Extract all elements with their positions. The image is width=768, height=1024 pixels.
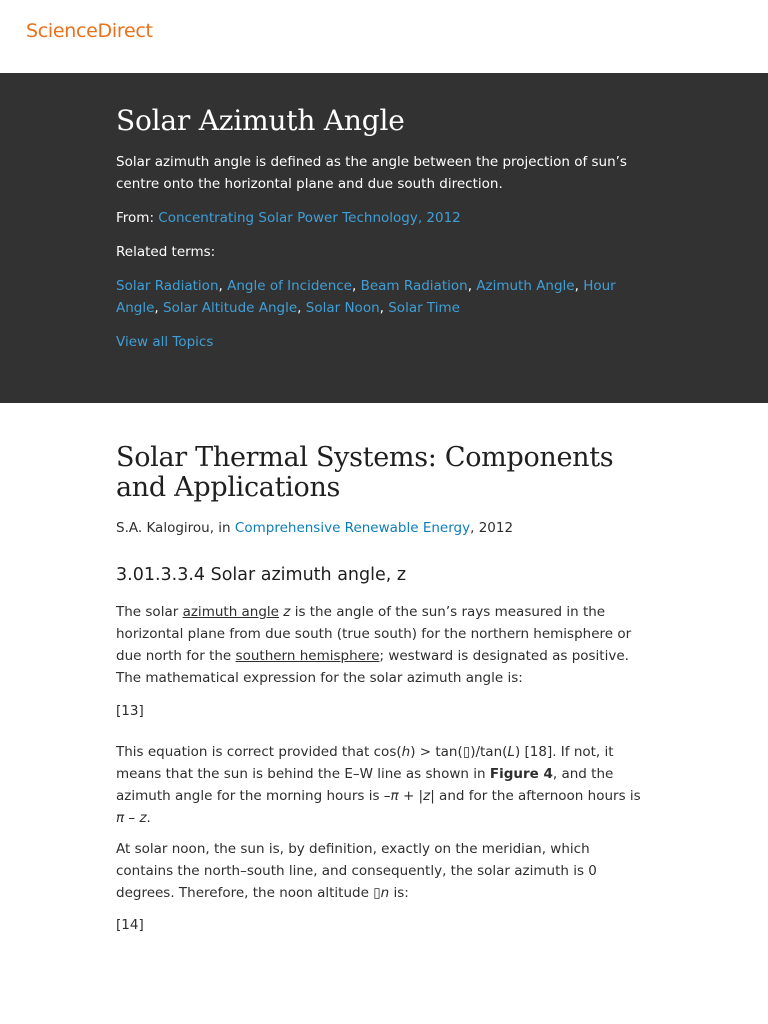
text: , and the azimuth angle for the morning hours is (116, 766, 614, 804)
equation-14: [14] (116, 917, 144, 933)
topic-panel (0, 73, 768, 403)
text: is the angle of the sun’s rays measured in the horizontal plane from due south (true south) for the northern hemisphere or due north for the (116, 604, 632, 664)
text: The solar (116, 604, 179, 620)
related-term-link[interactable]: Hour Angle (116, 278, 616, 316)
southern-hemisphere-link[interactable]: southern hemisphere (235, 648, 380, 664)
related-term-link[interactable]: Azimuth Angle (476, 278, 575, 294)
article-title[interactable]: Solar Thermal Systems: Components and Applications (116, 442, 614, 503)
formula-afternoon: π – z (116, 810, 147, 826)
text: ; westward is designated as positive. The mathematical expression for the solar azimuth angle is: (116, 648, 629, 686)
article-byline (116, 518, 646, 538)
azimuth-angle-link[interactable]: azimuth angle (182, 604, 279, 620)
related-term-link[interactable]: Solar Altitude Angle (163, 300, 298, 316)
variable-h: h (401, 744, 411, 760)
variable-z: z (283, 604, 291, 620)
topic-source (116, 207, 646, 229)
year: , 2012 (470, 520, 514, 536)
text: . (146, 810, 151, 826)
related-term-link[interactable]: Solar Radiation (116, 278, 219, 294)
related-term-link[interactable]: Angle of Incidence (227, 278, 352, 294)
top-bar (0, 0, 768, 73)
sciencedirect-logo[interactable]: ScienceDirect (26, 20, 153, 42)
equation-13: [13] (116, 703, 144, 719)
source-link[interactable]: Concentrating Solar Power Technology, 2012 (158, 210, 461, 226)
article-excerpt (0, 403, 646, 936)
text: At solar noon, the sun is, by definition, exactly on the meridian, which contains the north–south line, and consequently, the solar azimuth is 0 degrees. Therefore, the noon altitude (116, 841, 597, 901)
topic-title: Solar Azimuth Angle (116, 104, 405, 137)
paragraph-2 (116, 741, 646, 829)
related-term-link[interactable]: Beam Radiation (360, 278, 468, 294)
missing-glyph: ▯ (462, 744, 471, 760)
paragraph-3 (116, 838, 646, 904)
from-label: From: (116, 210, 154, 226)
formula-morning: –π + |z| (383, 788, 435, 804)
text: ) > tan( (410, 744, 463, 760)
view-all-topics-link[interactable]: View all Topics (116, 334, 214, 350)
related-terms-list: Solar Radiation, Angle of Incidence, Beam Radiation, Azimuth Angle, Hour Angle, Solar Altitude Angle, Solar Noon, Solar Time (116, 278, 616, 316)
topic-definition: Solar azimuth angle is defined as the angle between the projection of sun’s centre onto the horizontal plane and due south direction. (116, 154, 627, 192)
related-term-link[interactable]: Solar Time (388, 300, 460, 316)
text: )/tan( (470, 744, 508, 760)
author: S.A. Kalogirou, in (116, 520, 231, 536)
text: and for the afternoon hours is (439, 788, 641, 804)
source-book-link[interactable]: Comprehensive Renewable Energy (234, 520, 471, 536)
variable-L: L (507, 744, 515, 760)
figure-4-ref[interactable]: Figure 4 (489, 766, 553, 782)
related-terms-label: Related terms: (116, 244, 216, 260)
text: This equation is correct provided that cos( (116, 744, 402, 760)
related-term-link[interactable]: Solar Noon (305, 300, 380, 316)
subscript-n: n (380, 885, 390, 901)
missing-glyph: ▯ (373, 885, 381, 901)
paragraph-1 (116, 601, 646, 689)
section-heading: 3.01.3.3.4 Solar azimuth angle, z (116, 565, 407, 585)
text: is: (393, 885, 409, 901)
view-all-topics (116, 331, 646, 353)
text: ) [18]. If not, it means that the sun is behind the E–W line as shown in (116, 744, 614, 782)
